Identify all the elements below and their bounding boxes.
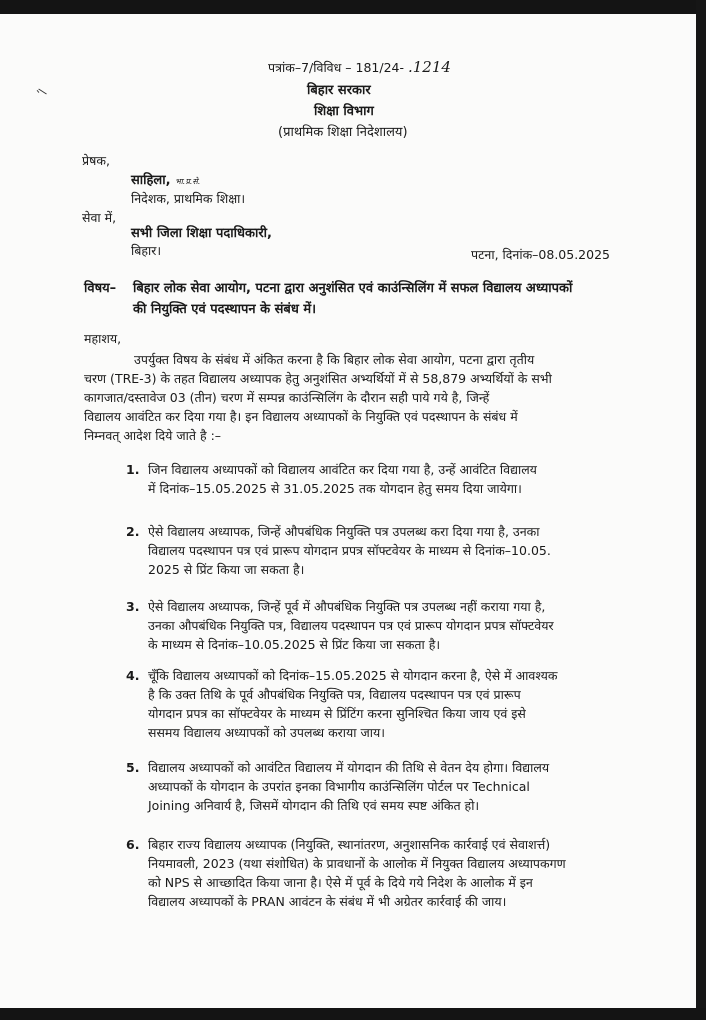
point-line: अध्यापकों के योगदान के उपरांत इनका विभागीय काउंन्सिलिंग पोर्टल पर Technical — [148, 779, 530, 794]
scan-mark: '\ — [34, 85, 49, 100]
point-number: 4. — [126, 668, 140, 683]
department-heading: शिक्षा विभाग — [314, 104, 374, 119]
point-line: को NPS से आच्छादित किया जाना है। ऐसे में पूर्व के दिये गये निदेश के आलोक में इन — [148, 875, 533, 890]
subject-label: विषय– — [84, 281, 117, 296]
reference-line — [268, 58, 451, 76]
point-line: नियमावली, 2023 (यथा संशोधित) के प्रावधानों के आलोक में नियुक्त विद्यालय अध्यापकगण — [148, 856, 566, 871]
reference-prefix: पत्रांक–7/विविध – 181/24- — [268, 60, 404, 75]
point-line: विद्यालय अध्यापकों के PRAN आवंटन के संबंध में भी अग्रेतर कार्रवाई की जाय। — [148, 894, 507, 909]
government-heading: बिहार सरकार — [307, 83, 371, 98]
sender-label: प्रेषक, — [82, 153, 110, 168]
point-line: चूँकि विद्यालय अध्यापकों को दिनांक–15.05.2025 से योगदान करना है, ऐसे में आवश्यक — [148, 668, 558, 683]
point-line: जिन विद्यालय अध्यापकों को विद्यालय आवंटित कर दिया गया है, उन्हें आवंटित विद्यालय — [148, 462, 537, 477]
point-line: के माध्यम से दिनांक–10.05.2025 से प्रिंट किया जा सकता है। — [148, 637, 441, 652]
point-line: में दिनांक–15.05.2025 से 31.05.2025 तक योगदान हेतु समय दिया जायेगा। — [148, 481, 522, 496]
subject-line-2: की नियुक्ति एवं पदस्थापन के संबंध में। — [133, 302, 317, 317]
scan-border-bottom — [0, 1008, 706, 1020]
recipient-label: सेवा में, — [82, 210, 117, 225]
point-number: 2. — [126, 524, 140, 539]
salutation: महाशय, — [84, 331, 122, 346]
intro-line: चरण (TRE-3) के तहत विद्यालय अध्यापक हेतु अनुशंसित अभ्यर्थियों में से 58,879 अभ्यर्थियों के सभी — [84, 371, 552, 386]
recipient-name: सभी जिला शिक्षा पदाधिकारी, — [131, 226, 272, 241]
scan-border-top — [0, 0, 706, 14]
recipient-place: बिहार। — [131, 243, 162, 258]
intro-line: विद्यालय आवंटित कर दिया गया है। इन विद्यालय अध्यापकों के नियुक्ति एवं पदस्थापन के संबंध में — [84, 409, 518, 424]
subject-line-1: बिहार लोक सेवा आयोग, पटना द्वारा अनुशंसित एवं काउंन्सिलिंग में सफल विद्यालय अध्यापकों — [133, 281, 573, 296]
sender-name — [131, 170, 200, 188]
point-number: 6. — [126, 837, 140, 852]
point-line: योगदान प्रपत्र का सॉफ्टवेयर के माध्यम से प्रिंटिंग करना सुनिश्चित किया जाय एवं इसे — [148, 706, 526, 721]
point-line: विद्यालय पदस्थापन पत्र एवं प्रारूप योगदान प्रपत्र सॉफ्टवेयर के माध्यम से दिनांक–10.05. — [148, 543, 551, 558]
point-number: 1. — [126, 462, 140, 477]
point-number: 3. — [126, 599, 140, 614]
point-line: विद्यालय अध्यापकों को आवंटित विद्यालय में योगदान की तिथि से वेतन देय होगा। विद्यालय — [148, 760, 550, 775]
intro-paragraph — [84, 350, 644, 445]
scan-border-right — [696, 0, 706, 1020]
point-number: 5. — [126, 760, 140, 775]
sender-service-suffix: भा.प्र.से. — [175, 177, 201, 186]
point-line: Joining अनिवार्य है, जिसमें योगदान की तिथि एवं समय स्पष्ट अंकित हो। — [148, 798, 480, 813]
letter-page — [0, 14, 696, 1008]
letter-date: पटना, दिनांक–08.05.2025 — [471, 247, 610, 262]
point-line: ससमय विद्यालय अध्यापकों को उपलब्ध कराया जाय। — [148, 725, 385, 740]
point-line: है कि उक्त तिथि के पूर्व औपबंधिक नियुक्ति पत्र, विद्यालय पदस्थापन पत्र एवं प्रारूप — [148, 687, 521, 702]
sender-name-text: साहिला, — [131, 173, 171, 188]
intro-line: कागजात/दस्तावेज 03 (तीन) चरण में सम्पन्न काउंन्सिलिंग के दौरान सही पाये गये है, जिन्हें — [84, 390, 490, 405]
point-line: ऐसे विद्यालय अध्यापक, जिन्हें पूर्व में औपबंधिक नियुक्ति पत्र उपलब्ध नहीं कराया गया है, — [148, 599, 546, 614]
point-line: उनका औपबंधिक नियुक्ति पत्र, विद्यालय पदस्थापन पत्र एवं प्रारूप योगदान प्रपत्र सॉफ्टवेयर — [148, 618, 554, 633]
point-line: ऐसे विद्यालय अध्यापक, जिन्हें औपबंधिक नियुक्ति पत्र उपलब्ध करा दिया गया है, उनका — [148, 524, 540, 539]
point-line: बिहार राज्य विद्यालय अध्यापक (नियुक्ति, स्थानांतरण, अनुशासनिक कार्रवाई एवं सेवाशर्त्त) — [148, 837, 551, 852]
point-line: 2025 से प्रिंट किया जा सकता है। — [148, 562, 305, 577]
sender-designation: निदेशक, प्राथमिक शिक्षा। — [131, 191, 246, 206]
intro-line: निम्नवत् आदेश दिये जाते है :– — [84, 428, 222, 443]
directorate-heading: (प्राथमिक शिक्षा निदेशालय) — [278, 125, 408, 140]
reference-number: .1214 — [407, 58, 451, 76]
intro-line: उपर्युक्त विषय के संबंध में अंकित करना है कि बिहार लोक सेवा आयोग, पटना द्वारा तृतीय — [134, 352, 535, 367]
